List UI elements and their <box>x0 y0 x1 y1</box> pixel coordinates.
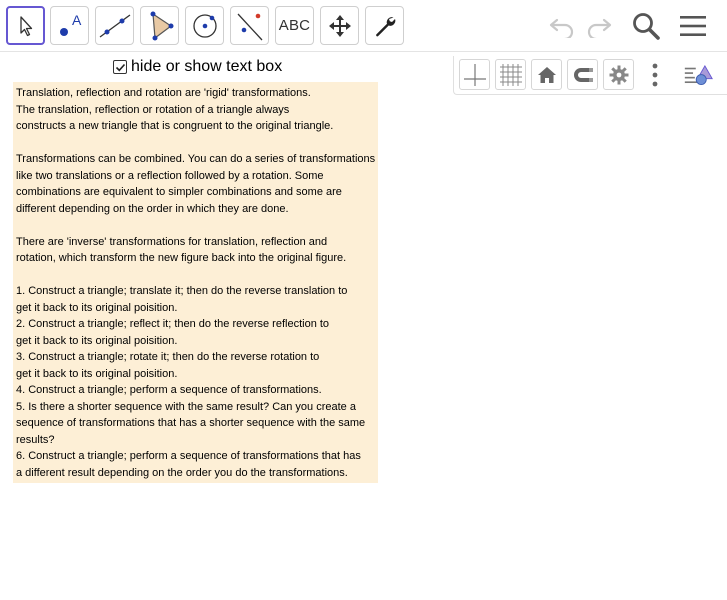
point-capturing-button[interactable] <box>567 59 598 90</box>
wrench-icon <box>373 14 397 38</box>
task-line: 5. Is there a shorter sequence with the same result? Can you create a <box>16 400 356 413</box>
more-vertical-icon <box>650 62 660 88</box>
grid-toggle-button[interactable] <box>495 59 526 90</box>
instruction-text-box[interactable] <box>13 82 378 483</box>
task-line: a different result depending on the order you do the transformations. <box>16 466 348 479</box>
task-line: 2. Construct a triangle; reflect it; then do the reverse reflection to <box>16 318 330 330</box>
paragraph-rigid <box>16 85 375 135</box>
text-line: Translation, reflection and rotation are 'rigid' transformations. <box>16 87 311 99</box>
move-graphics-tool-button[interactable] <box>320 6 359 45</box>
task-line: sequence of transformations that has a shorter sequence with the same <box>16 417 366 429</box>
task-line: 1. Construct a triangle; translate it; then do the reverse translation to <box>16 285 348 297</box>
paragraph-inverse <box>16 234 375 267</box>
perpendicular-tool-button[interactable] <box>230 6 269 45</box>
redo-button[interactable] <box>581 8 617 44</box>
undo-button[interactable] <box>544 8 580 44</box>
task-line: 4. Construct a triangle; perform a sequence of transformations. <box>16 384 322 396</box>
text-line: rotation, which transform the new figure back into the original figure. <box>16 252 347 264</box>
gear-icon <box>608 64 630 86</box>
main-menu-button[interactable] <box>675 8 711 44</box>
task-line: 6. Construct a triangle; perform a sequence of transformations that has <box>16 450 361 462</box>
style-bar-icon <box>683 62 714 88</box>
circle-tool-button[interactable] <box>185 6 224 45</box>
undo-icon <box>547 14 577 38</box>
top-toolbar <box>0 0 727 52</box>
graphics-settings-button[interactable] <box>603 59 634 90</box>
text-line: like two translations or a reflection followed by a rotation. Some <box>16 169 324 182</box>
text-line: constructs a new triangle that is congruent to the original triangle. <box>16 120 334 132</box>
polygon-tool-button[interactable] <box>140 6 179 45</box>
text-box-checkbox[interactable] <box>113 60 127 74</box>
home-icon <box>536 64 558 86</box>
grid-icon <box>498 62 524 88</box>
paragraph-tasks <box>16 283 375 481</box>
graphics-style-bar <box>453 56 727 95</box>
move-graphics-icon <box>327 13 353 39</box>
standard-view-button[interactable] <box>531 59 562 90</box>
task-line: get it back to its original poisition. <box>16 334 178 347</box>
point-tool-label: A <box>71 11 81 28</box>
magnet-icon <box>570 64 596 86</box>
axes-icon <box>462 62 488 88</box>
style-bar-toggle-button[interactable] <box>683 59 714 90</box>
text-line: There are 'inverse' transformations for translation, reflection and <box>16 235 328 248</box>
search-icon <box>631 11 661 41</box>
task-line: results? <box>16 433 55 446</box>
text-tool-button[interactable] <box>275 6 314 45</box>
more-options-button[interactable] <box>639 59 670 90</box>
line-tool-button[interactable] <box>95 6 134 45</box>
point-icon <box>55 11 85 41</box>
tools-wrench-button[interactable] <box>365 6 404 45</box>
checkbox-label: hide or show text box <box>131 58 283 75</box>
checkmark-icon <box>115 62 126 73</box>
redo-icon <box>584 14 614 38</box>
text-icon: ABC <box>278 17 311 34</box>
task-line: get it back to its original poisition. <box>16 367 178 380</box>
hamburger-menu-icon <box>678 13 708 39</box>
circle-icon <box>190 11 220 41</box>
search-button[interactable] <box>628 8 664 44</box>
text-line: combinations are equivalent to simpler combinations and some are <box>16 186 342 198</box>
axes-toggle-button[interactable] <box>459 59 490 90</box>
text-line: The translation, reflection or rotation of a triangle always <box>16 103 290 116</box>
paragraph-combined <box>16 151 375 217</box>
line-icon <box>98 11 132 41</box>
text-box-toggle[interactable] <box>113 57 282 77</box>
arrow-cursor-icon <box>15 14 37 38</box>
polygon-icon <box>145 10 175 42</box>
move-tool-button[interactable] <box>6 6 45 45</box>
task-line: get it back to its original poisition. <box>16 301 178 314</box>
point-tool-button[interactable] <box>50 6 89 45</box>
text-line: different depending on the order in which they are done. <box>16 202 289 215</box>
perpendicular-icon <box>234 10 266 42</box>
task-line: 3. Construct a triangle; rotate it; then do the reverse rotation to <box>16 351 320 363</box>
text-line: Transformations can be combined. You can do a series of transformations <box>16 153 376 165</box>
